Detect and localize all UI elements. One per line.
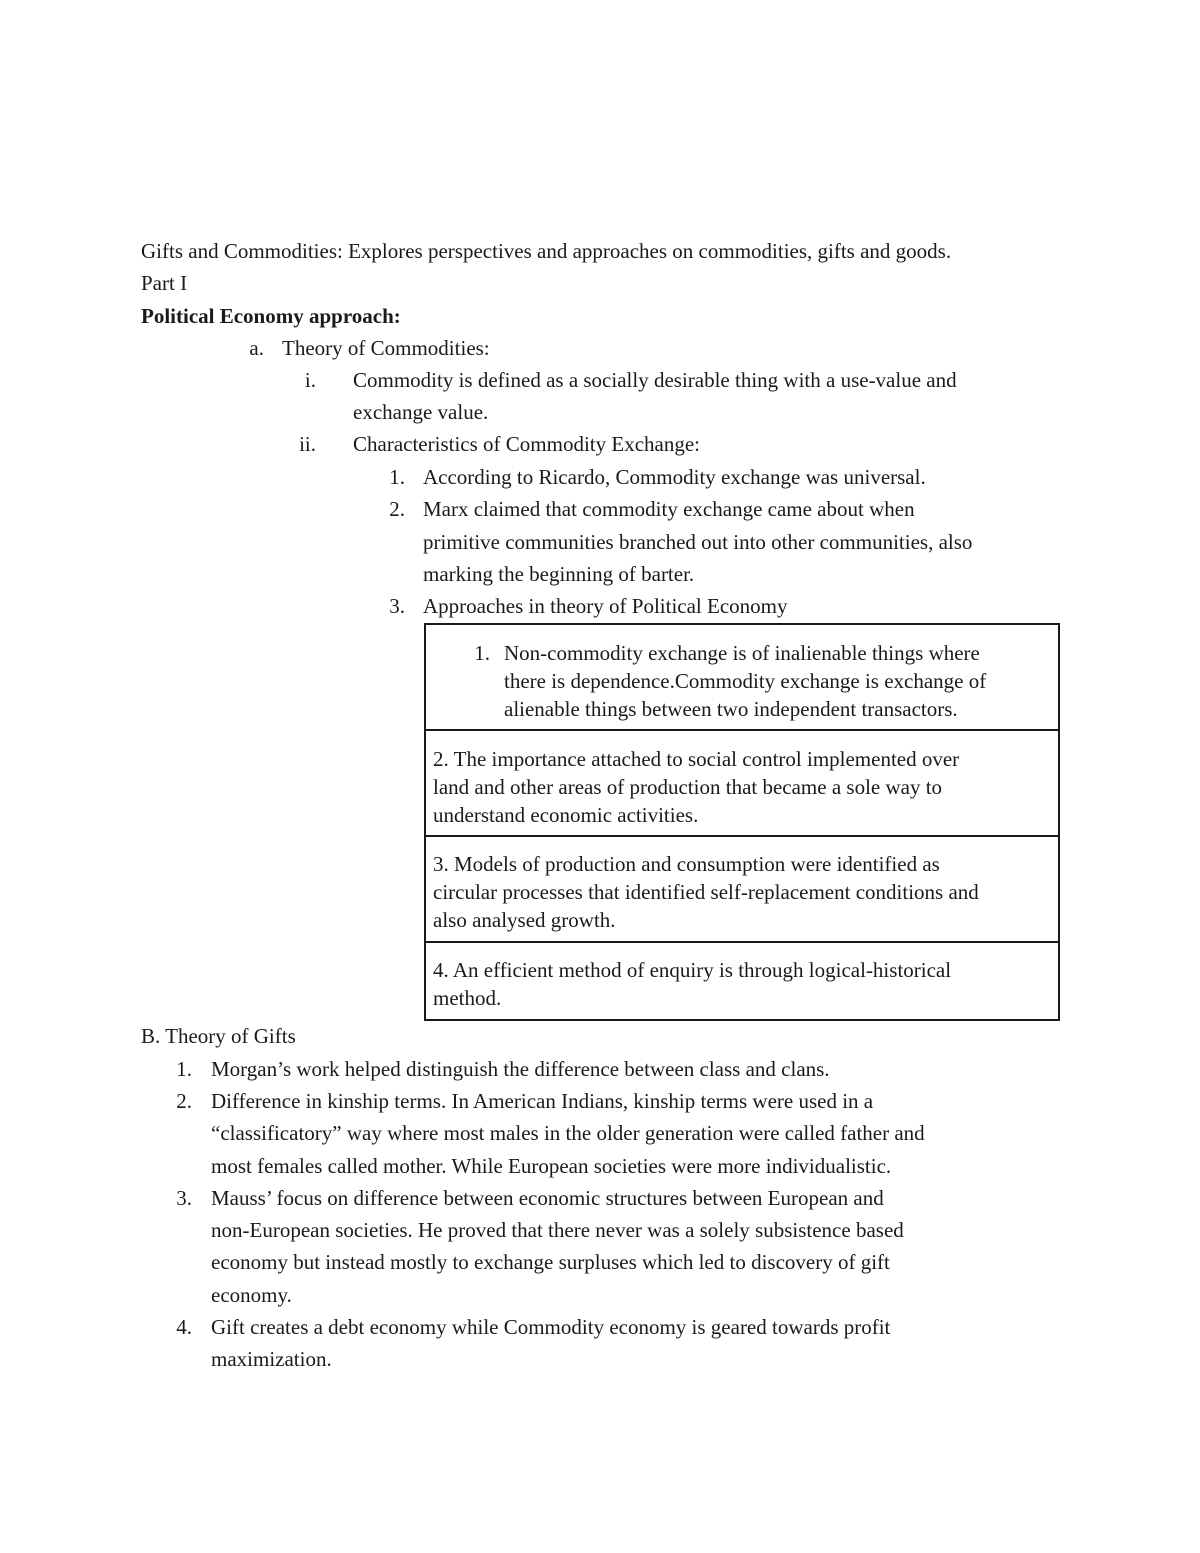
item-a-marker: a. <box>249 336 264 360</box>
gift-item-2-marker: 2. <box>176 1089 192 1113</box>
part-label: Part I <box>141 271 188 295</box>
gift-item-3-line: economy. <box>211 1283 292 1307</box>
gift-item-4-marker: 4. <box>176 1315 192 1339</box>
table-row-4-line: method. <box>433 986 502 1010</box>
table-row-1-line: alienable things between two independent transactors. <box>504 697 958 721</box>
item-ii-marker: ii. <box>299 432 316 456</box>
gift-item-1-marker: 1. <box>176 1057 192 1081</box>
gift-item-4-line: maximization. <box>211 1347 332 1371</box>
political-economy-heading: Political Economy approach: <box>141 304 401 328</box>
intro-line: Gifts and Commodities: Explores perspectives and approaches on commodities, gifts and goods. <box>141 239 952 263</box>
sub-item-3-line: Approaches in theory of Political Economy <box>423 594 788 618</box>
approach-table-row <box>424 835 1060 943</box>
gift-item-3-line: non-European societies. He proved that there never was a solely subsistence based <box>211 1218 904 1242</box>
item-ii-text: Characteristics of Commodity Exchange: <box>353 432 700 456</box>
table-row-2-line: land and other areas of production that became a sole way to <box>433 775 943 799</box>
sub-item-2-marker: 2. <box>389 497 405 521</box>
table-row-1-line: Non-commodity exchange is of inalienable things where <box>504 641 980 665</box>
approach-table-row <box>424 729 1060 837</box>
table-row-4-line: 4. An efficient method of enquiry is through logical-historical <box>433 958 952 982</box>
item-i-marker: i. <box>304 368 316 392</box>
gift-item-4-line: Gift creates a debt economy while Commodity economy is geared towards profit <box>211 1315 891 1339</box>
gift-item-2-line: “classificatory” way where most males in the older generation were called father and <box>211 1121 925 1145</box>
sub-item-2-line: primitive communities branched out into other communities, also <box>423 530 973 554</box>
theory-of-gifts-heading: B. Theory of Gifts <box>141 1024 296 1048</box>
approach-table-row <box>424 623 1060 731</box>
table-row-1-marker: 1. <box>474 641 490 665</box>
table-row-3-line: circular processes that identified self-replacement conditions and <box>433 880 979 904</box>
item-a-text: Theory of Commodities: <box>282 336 490 360</box>
gift-item-2-line: Difference in kinship terms. In American Indians, kinship terms were used in a <box>211 1089 874 1113</box>
table-row-2-line: understand economic activities. <box>433 803 699 827</box>
gift-item-3-marker: 3. <box>176 1186 192 1210</box>
item-i-line1: Commodity is defined as a socially desirable thing with a use-value and <box>353 368 957 392</box>
gift-item-1-line: Morgan’s work helped distinguish the difference between class and clans. <box>211 1057 830 1081</box>
item-i-line2: exchange value. <box>353 400 489 424</box>
table-row-1-line: there is dependence.Commodity exchange is exchange of <box>504 669 987 693</box>
sub-item-2-line: marking the beginning of barter. <box>423 562 695 586</box>
sub-item-1-line: According to Ricardo, Commodity exchange was universal. <box>423 465 926 489</box>
gift-item-3-line: economy but instead mostly to exchange surpluses which led to discovery of gift <box>211 1250 890 1274</box>
sub-item-3-marker: 3. <box>389 594 405 618</box>
sub-item-1-marker: 1. <box>389 465 405 489</box>
table-row-2-line: 2. The importance attached to social control implemented over <box>433 747 960 771</box>
table-row-3-line: also analysed growth. <box>433 908 616 932</box>
gift-item-2-line: most females called mother. While European societies were more individualistic. <box>211 1154 892 1178</box>
gift-item-3-line: Mauss’ focus on difference between economic structures between European and <box>211 1186 884 1210</box>
approach-table-row <box>424 941 1060 1021</box>
table-row-3-line: 3. Models of production and consumption were identified as <box>433 852 940 876</box>
sub-item-2-line: Marx claimed that commodity exchange came about when <box>423 497 915 521</box>
